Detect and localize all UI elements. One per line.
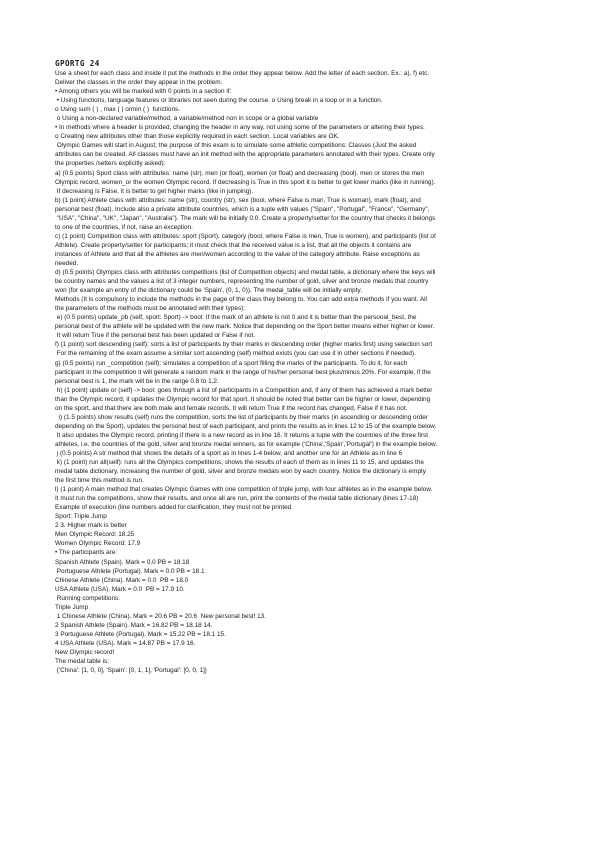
text-line: needed. bbox=[55, 259, 79, 267]
text-line: Portuguese Athlete (Portugal). Mark = 0.0 PB = 18.1 bbox=[55, 567, 205, 575]
text-line: Running competitions: bbox=[55, 594, 121, 602]
text-line: o Creating new attributes other than those explicitly required in each section. Local variables are OK. bbox=[55, 133, 340, 141]
text-line: f) (1 point) sort descending (self): sorts a list of participants by their marks in descending order (higher marks first) using selection sort bbox=[55, 341, 433, 349]
text-line: c) (1 point) Competition class with attributes: sport (Sport), category (bool, where False is men, True is women), and participants (list of bbox=[55, 232, 436, 240]
text-line: g) (0.5 points) run _competition (self): simulates a competition of a sport filling the marks of the participants. To do it, for each bbox=[55, 359, 408, 367]
text-line: Athlete). Create property/setter for participants; it must check that the received value is a list, that all the objects it contains are bbox=[55, 241, 412, 249]
text-line: It also updates the Olympic record, printing if there is a new record as in line 16. It returns a tuple with the countries of the three first bbox=[55, 431, 428, 439]
text-line: personal best of the athlete will be updated with the new mark. Notice that depending on the Sport better means either higher or lower. bbox=[55, 323, 435, 331]
text-line: Olympic Games will start in August; the purpose of this exam is to simulate some athletic competitions: Classes (Just the asked bbox=[55, 142, 417, 150]
text-line: instances of Athlete and that all the athletes are men/women according to the value of the category attribute. Raise exceptions as bbox=[55, 250, 420, 258]
text-line: e) (0.5 points) update_pb (self, sport: Sport) -> bool: If the mark of an athlete is not 0 and it is better than the personal_best, the bbox=[55, 314, 417, 322]
text-line: the first time this method is run. bbox=[55, 477, 144, 485]
text-line: the properties /setters explicitly asked): bbox=[55, 160, 166, 168]
text-line: j (0.5 points) A str method that shows the details of a sport as in lines 1-4 below, and another one for an Athlete as in line 6 bbox=[55, 449, 403, 457]
text-line: won (for example an entry of the dictionary could be 'Spain', (0, 1, 0)). The medal_table will be initially empty. bbox=[55, 287, 362, 295]
text-line: the parameters of the methods must be annotated with their types): bbox=[55, 305, 246, 313]
text-line: Triple Jump bbox=[55, 603, 89, 611]
text-line: 3 Portuguese Athlete (Portugal). Mark = 15.22 PB = 18.1 15. bbox=[55, 630, 226, 638]
text-line: k) (1 point) run all(self): runs all the Olympics competitions, shows the results of each of them as in lines 11 to 15, and updates the bbox=[55, 459, 424, 467]
text-line: personal best (float). Include also a private attribute countries, which is a tuple with values ("Spain", "Portugal", "France", "Germany", bbox=[55, 205, 430, 213]
text-line: personal best is 1, the mark will be in the range 0.8 to 1.2. bbox=[55, 377, 219, 385]
text-line: It will return True if the personal best has been updated or False if not. bbox=[55, 332, 255, 340]
text-line: Chinese Athlete (China). Mark = 0.0 PB = 18.0 bbox=[55, 576, 189, 584]
text-line: Use a sheet for each class and inside it put the methods in the order they appear below. Add the letter of each section. Ex.: a), f) etc. bbox=[55, 70, 430, 77]
text-line: Methods (It is compulsory to include the methods in the page of the class they belong to. You can add extra methods if you want. All bbox=[55, 296, 427, 304]
text-line: athletes, i.e. the countries of the gold, silver and bronze medal winners, as for example ('China','Spain','Portugal') in the example below. bbox=[55, 440, 438, 448]
text-line: Olympic record, women_or the women Olympic record. If decreasing is True in this sport it is better to get lower marks (like in running). bbox=[55, 178, 436, 186]
text-line: be country names and the values a list of 3 integer numbers, representing the number of gold, silver and bronze medals that country bbox=[55, 278, 429, 286]
text-line: "USA", "China", "UK", "Japan", "Australia"). The mark will be initially 0.0. Create a property/setter for the country that checks it belongs bbox=[55, 214, 436, 222]
text-line: medal table dictionary, increasing the number of gold, silver and bronze medals won by each country. Notice the dictionary is empty bbox=[55, 468, 426, 476]
text-line: d) (0.5 points) Olympics class with attributes competitions (list of Competition objects) and medal table, a dictionary where the keys will bbox=[55, 269, 436, 277]
text-line: b) (1 point) Athlete class with attributes: name (str), country (str), sex (bool, where False is man, True is woman), mark (float), and bbox=[55, 196, 421, 204]
text-line: USA Athlete (USA). Mark = 0.0 PB = 17.9 10. bbox=[55, 585, 185, 593]
text-line: attributes can be created. All classes must have an init method with the appropriate parameters annotated with their types. Create only bbox=[55, 151, 435, 159]
text-line: depending on the Sport), updates the personal best of each participant, and prints the results as in lines 12 to 15 of the example below. bbox=[55, 422, 437, 430]
text-line: • Among others you will be marked with 0 points in a section if: bbox=[55, 88, 232, 96]
text-line: h) (1 point) update or (self) -> bool: goes through a list of participants in a Competition and, if any of them has achieved a mark better bbox=[55, 386, 433, 394]
text-line: {'China': [1, 0, 0], 'Spain': [0, 1, 1], 'Portugal': [0, 0, 1]} bbox=[55, 667, 207, 675]
document-title: GPORTG 24 bbox=[55, 59, 100, 68]
text-line: For the remaining of the exam assume a similar sort ascending (self) method exists (you can use it in other sections if needed). bbox=[55, 350, 416, 358]
text-line: to one of the countries, if not, raise an exception. bbox=[55, 223, 193, 231]
document-body bbox=[55, 58, 555, 675]
text-line: It must run the competitions, show their results, and once all are run, print the contents of the medal table dictionary (lines 17-18) bbox=[55, 495, 419, 503]
text-line: If decreasing is False, it is better to get higher marks (like in jumping). bbox=[55, 187, 254, 195]
text-line: participant in the competition it will generate a random mark in the range of his/her personal best plus/minus 20%. For example, if the bbox=[55, 368, 431, 376]
document-text bbox=[55, 69, 555, 675]
text-line: 4 USA Athlete (USA). Mark = 14.87 PB = 17.9 16. bbox=[55, 639, 196, 647]
text-line: 1 Chinese Athlete (China). Mark = 20.6 PB = 20.6 New personal best! 13. bbox=[55, 612, 267, 620]
text-line: • In methods where a header is provided, changing the header in any way, not using some of the parameters or altering their types. bbox=[55, 124, 425, 132]
text-line: Women Olympic Record: 17.9 bbox=[55, 540, 141, 548]
text-line: Men Olympic Record: 18.25 bbox=[55, 531, 135, 539]
text-line: i) (1.5 points) show results (self) runs the competition, sorts the list of participants by their marks (in ascending or descending order bbox=[55, 413, 428, 421]
text-line: • Using functions, language features or libraries not seen during the course. o Using break in a loop or in a function. bbox=[55, 97, 383, 105]
text-line: The medal table is: bbox=[55, 658, 109, 666]
text-line: Deliver the classes in the order they appear in the problem. bbox=[55, 79, 223, 87]
text-line: Sport: Triple Jump bbox=[55, 513, 107, 521]
text-line: l) (1 point) A main method that creates Olympic Games with one competition of triple jump, with four athletes as in the example below. bbox=[55, 486, 433, 494]
text-line: o Using a non-declared variable/method, a variable/method non in scope or a global variable bbox=[55, 115, 319, 123]
text-line: New Olympic record! bbox=[55, 649, 115, 656]
text-line: 2 3. Higher mark is better bbox=[55, 522, 127, 530]
text-line: 2 Spanish Athlete (Spain). Mark = 16.82 PB = 18.18 14. bbox=[55, 621, 213, 629]
text-line: Example of execution (line numbers added for clarification, they must not be printed bbox=[55, 504, 292, 512]
text-line: o Using sum ( ) , max ( ) ormin ( ) functions. bbox=[55, 106, 180, 114]
text-line: a) (0.5 points) Sport class with attributes: name (str), men (or float), women (or float) and decreasing (bool). men or stores the men bbox=[55, 169, 425, 177]
text-line: on the sport, and that there are both male and female records. It will return True if the record has changed, False if it has not. bbox=[55, 404, 408, 412]
text-line: Spanish Athlete (Spain). Mark = 0.0 PB = 18.18 bbox=[55, 558, 190, 566]
text-line: than the Olympic record, it updates the Olympic record for that sport. It should be noted that better can be higher or lower, depending bbox=[55, 395, 431, 403]
text-line: • The participants are: bbox=[55, 549, 118, 557]
